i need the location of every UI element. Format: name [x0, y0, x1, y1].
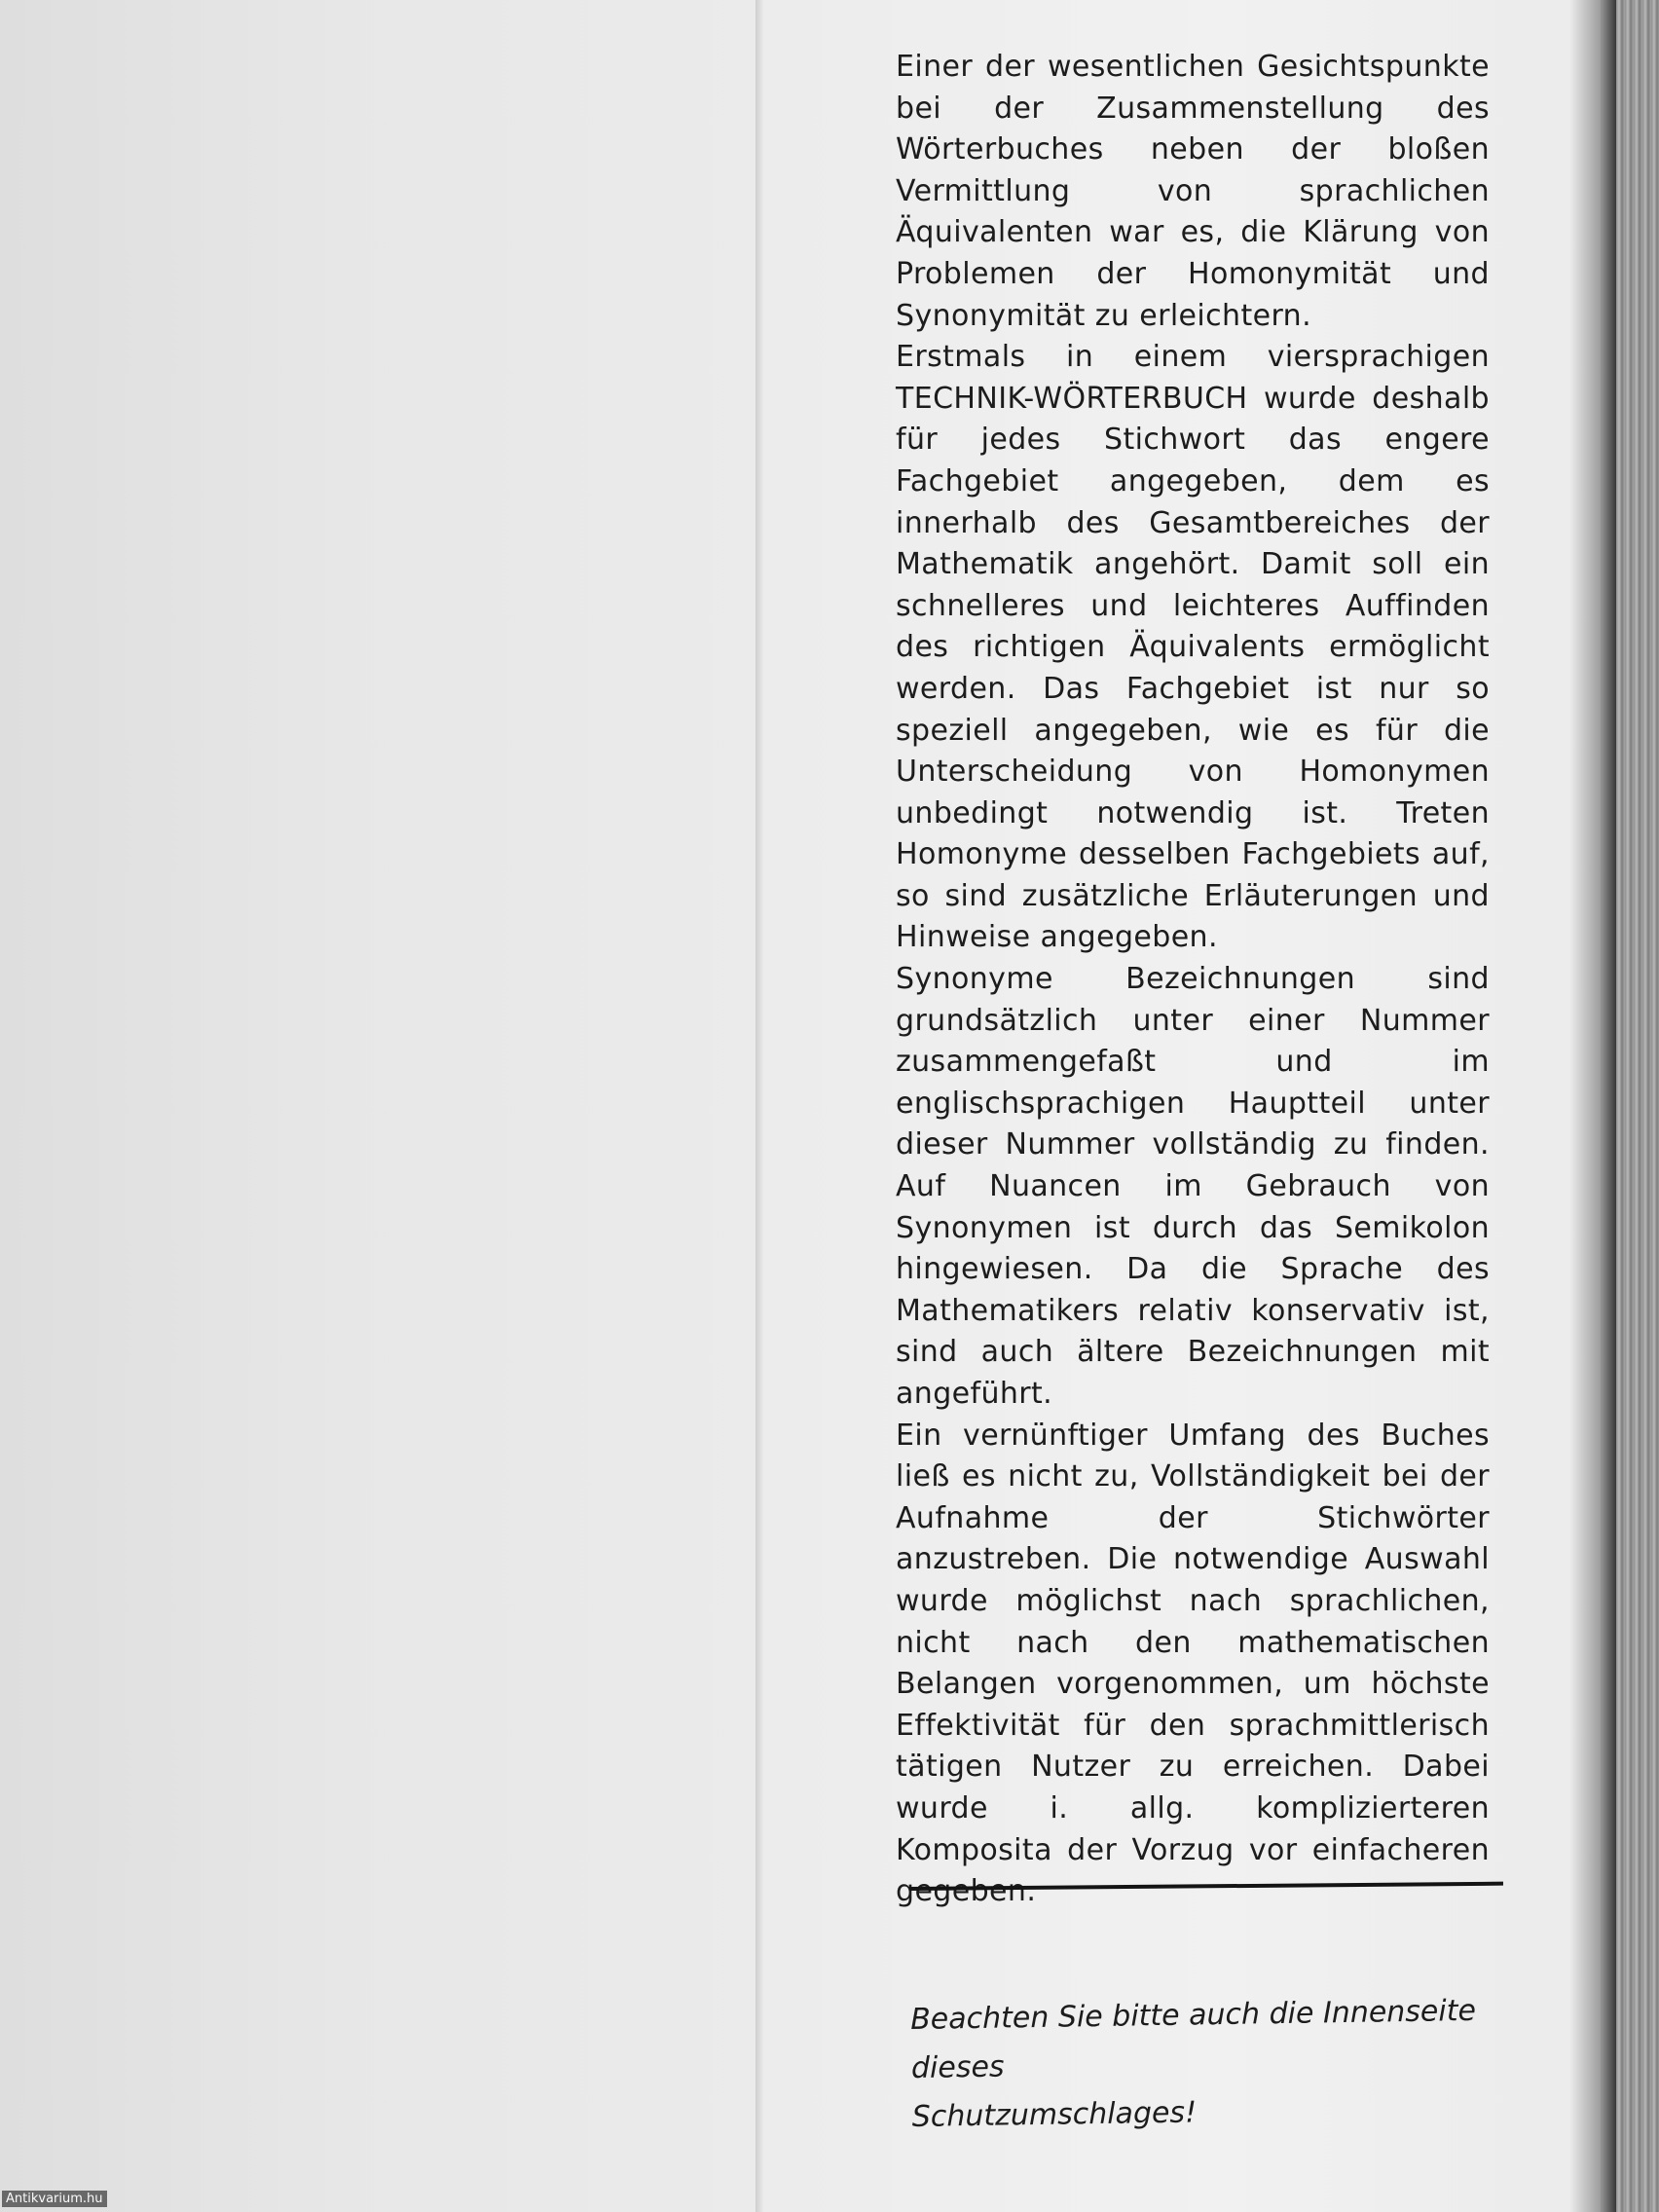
body-text — [896, 47, 1490, 1913]
jacket-note — [910, 1986, 1535, 2142]
jacket-note-line-1: Beachten Sie bitte auch die Innenseite dieses — [909, 1993, 1477, 2085]
paragraph-subject-areas: Erstmals in einem viersprachigen TECHNIK-WÖRTERBUCH wurde deshalb für jedes Stichwort das engere Fachgebiet angegeben, dem es innerhalb des Gesamtbereiches der Mathematik angehört. Damit soll ein schnelleres und leichteres Auffinden des richtigen Äquivalents ermöglicht werden. Das Fachgebiet ist nur so speziell angegeben, wie es für die Unterscheidung von Homonymen unbedingt notwendig ist. Treten Homonyme desselben Fachgebiets auf, so sind zusätzliche Erläuterungen und Hinweise angegeben. — [896, 340, 1490, 955]
book-edge-shadow — [1569, 0, 1616, 2212]
blank-left-flap — [0, 0, 756, 2212]
paragraph-homonymity: Einer der wesentlichen Gesichtspunkte bei der Zusammenstellung des Wörterbuches neben der bloßen Vermittlung von sprachlichen Äquivalenten war es, die Klärung von Problemen der Homonymität und Synonymität zu erleichtern. — [896, 50, 1490, 333]
paragraph-selection: Ein vernünftiger Umfang des Buches ließ es nicht zu, Vollständigkeit bei der Aufnahme der Stichwörter anzustreben. Die notwendige Auswahl wurde möglichst nach sprachlichen, nicht nach den mathematischen Belangen vorgenommen, um höchste Effektivität für den sprachmittlerisch tätigen Nutzer zu erreichen. Dabei wurde i. allg. komplizierteren Komposita der Vorzug vor einfacheren gegeben. — [896, 1418, 1490, 1909]
paragraph-synonyms: Synonyme Bezeichnungen sind grundsätzlich unter einer Nummer zusammengefaßt und im englischsprachigen Hauptteil unter dieser Nummer vollständig zu finden. Auf Nuancen im Gebrauch von Synonymen ist durch das Semikolon hingewiesen. Da die Sprache des Mathematikers relativ konservativ ist, sind auch ältere Bezeichnungen mit angeführt. — [896, 962, 1490, 1411]
jacket-note-line-2: Schutzumschlages! — [911, 2095, 1198, 2134]
book-edge — [1616, 0, 1659, 2212]
watermark: Antikvarium.hu — [2, 2191, 107, 2207]
page-fold — [756, 0, 763, 2212]
